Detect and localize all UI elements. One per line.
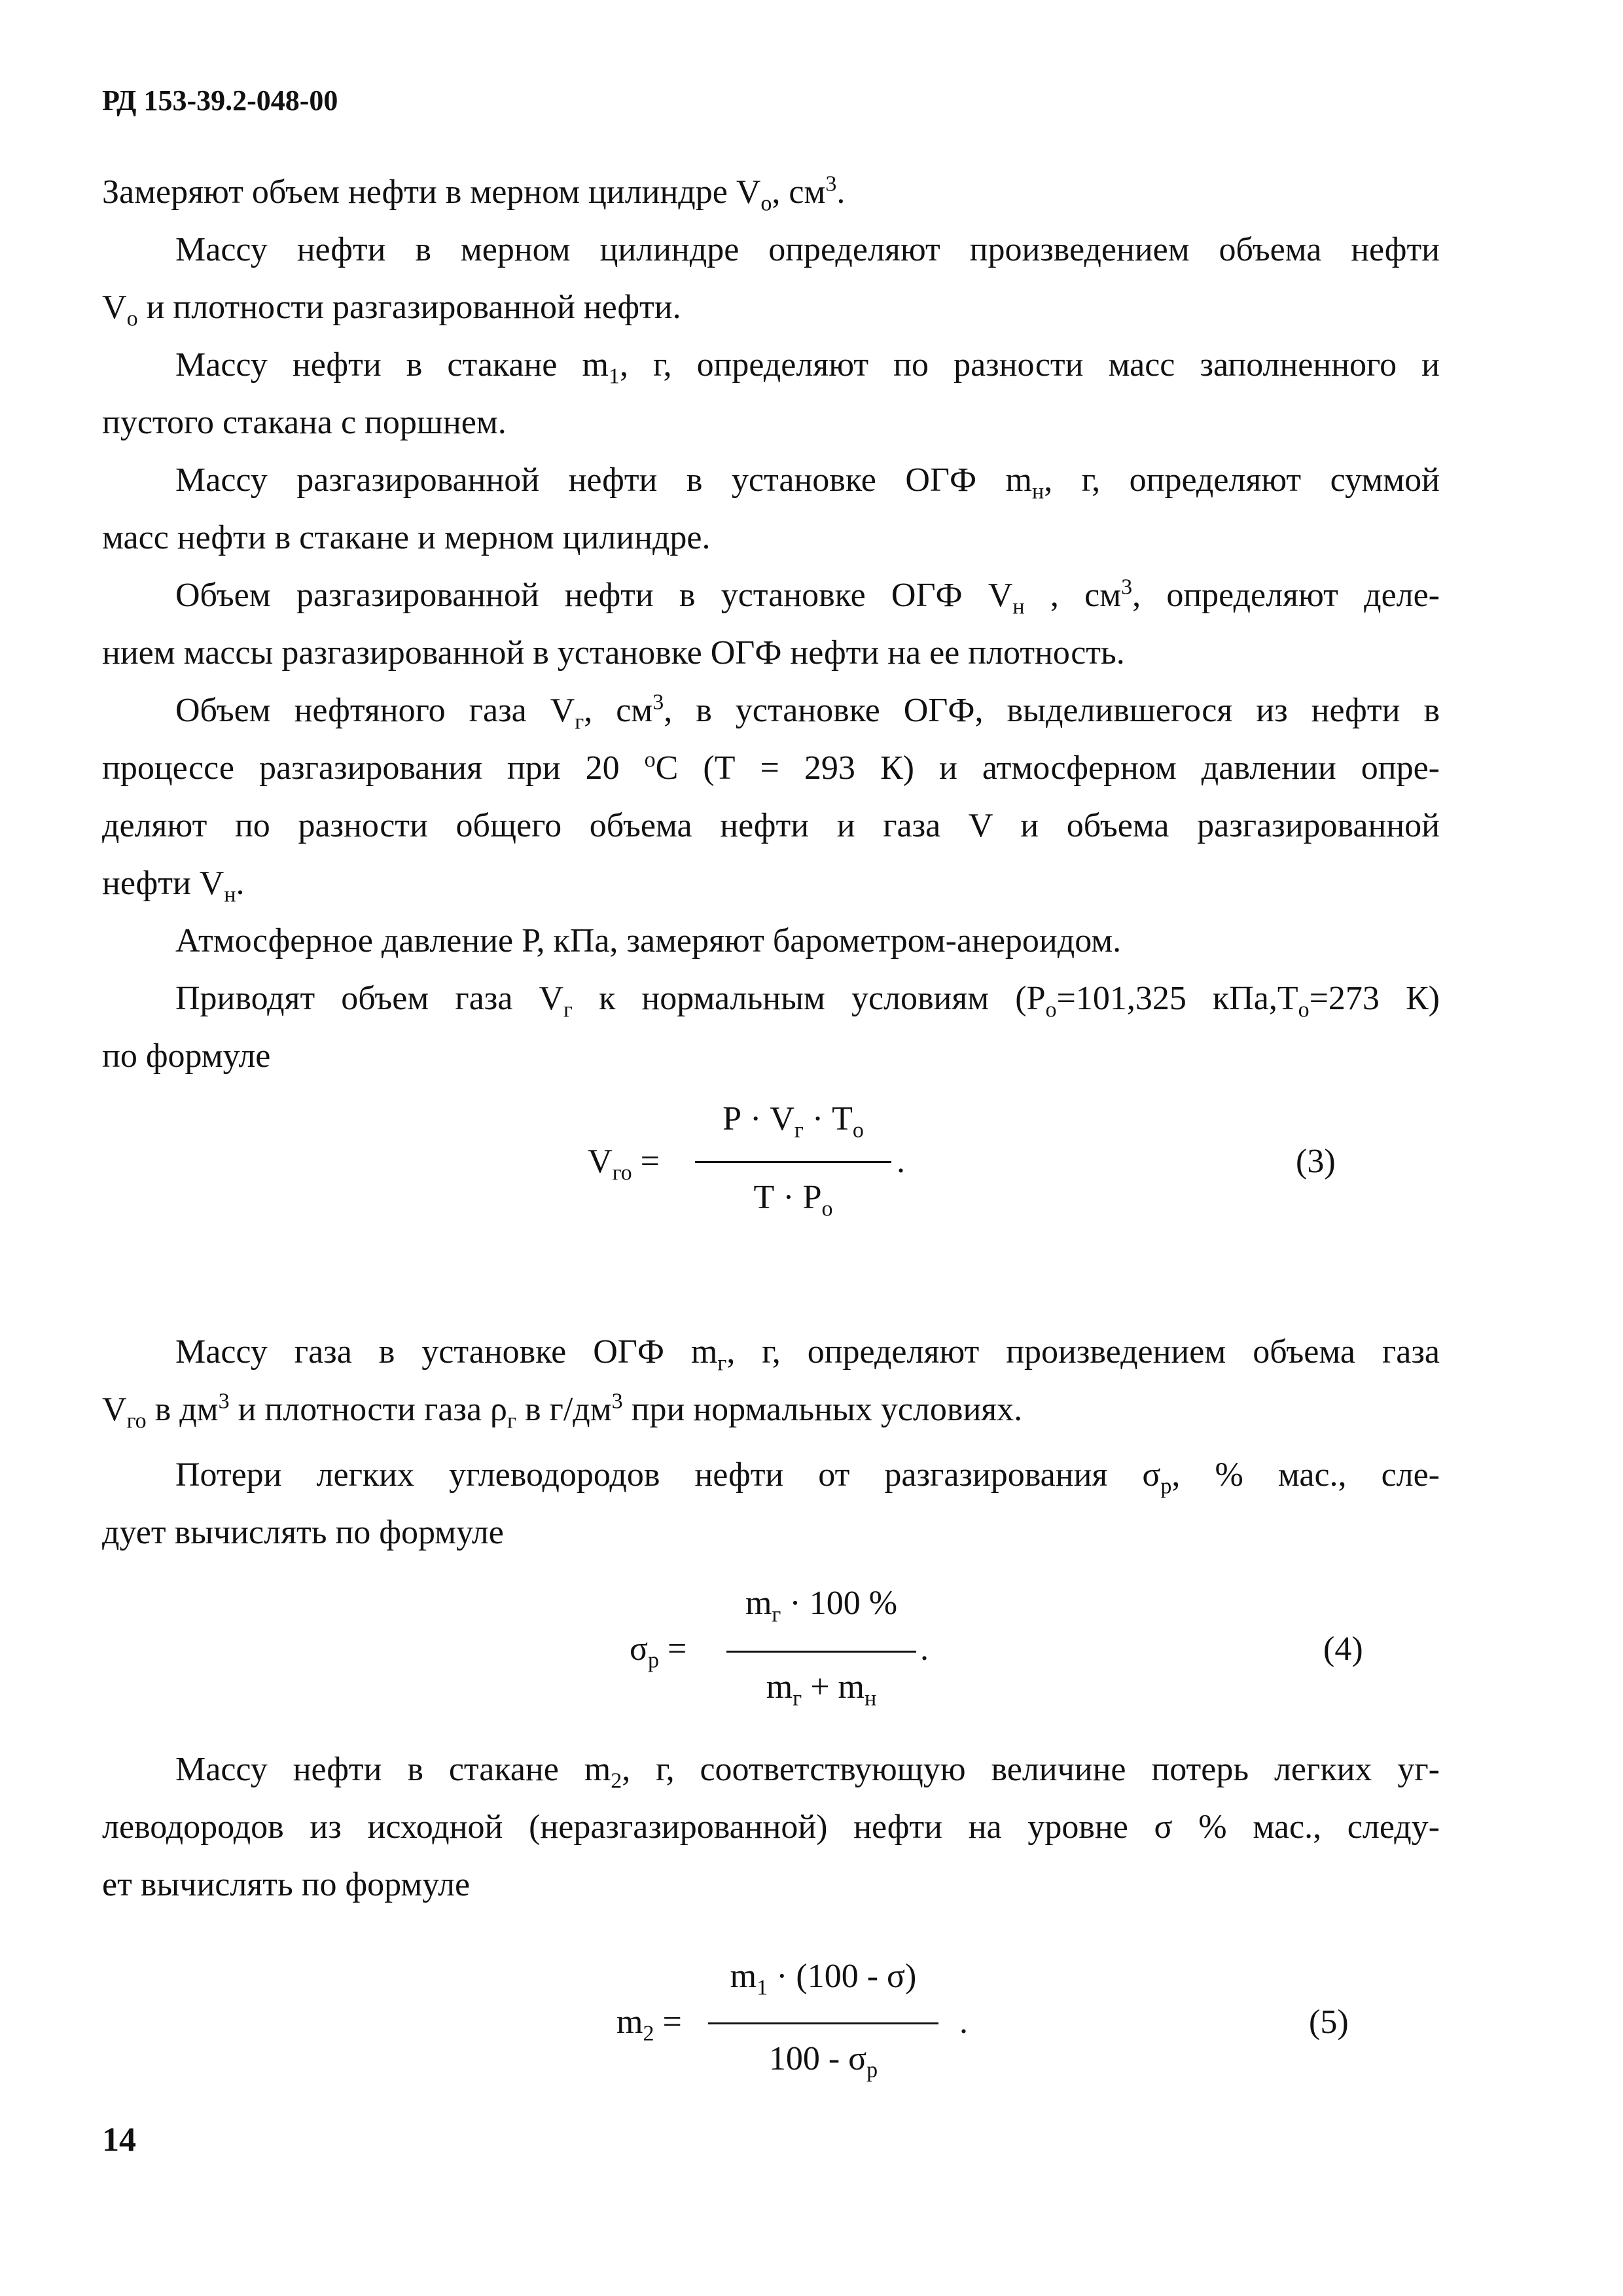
- formula-5-fraction-bar: [708, 2022, 938, 2024]
- paragraph-11: Массу нефти в стакане $m_2$, г, соответствующую величине потерь легких уг- леводородов из исходной (неразгазированной) нефти на уровне σ % мас., следу- ет вычислять по формуле: [102, 1751, 1440, 1903]
- formula-5-lhs: $m_2$ =: [616, 2003, 682, 2046]
- formula-3-numerator: $Р \cdot V_г \cdot Т_о$: [722, 1100, 864, 1143]
- paragraph-8: Приводят объем газа $V_г$ к нормальным условиям ($Р_о=101,325$ $кПа,Т_о=273$ К) по формуле: [102, 980, 1440, 1075]
- formula-4-denominator: $m_г + m_н$: [766, 1668, 877, 1711]
- paragraph-4: Массу разгазированной нефти в установке ОГФ $m_н$, г, определяют суммой масс нефти в стакане и мерном цилиндре.: [102, 461, 1440, 556]
- formula-3-fraction: [695, 1100, 891, 1224]
- paragraph-6: Объем нефтяного газа $V_г$, $см^3$, в установке ОГФ, выделившегося из нефти в процессе разгазирования при 20 $^о$С (Т = 293 К) и атмосферном давлении опре- деляют по разности общего объема нефти и газа V и объема разгазированной нефти $V_н$.: [102, 690, 1440, 907]
- formula-3-number: (3): [1296, 1143, 1336, 1180]
- formula-5-denominator: $100 - \sigma_р$: [768, 2040, 878, 2083]
- paragraph-3: Массу нефти в стакане $m_1$, г, определяют по разности масс заполненного и пустого стакана с поршнем.: [102, 346, 1440, 441]
- paragraph-10: Потери легких углеводородов нефти от разгазирования $\sigma_р$, % мас., сле- дует вычислять по формуле: [102, 1456, 1440, 1551]
- formula-4-dot: .: [920, 1630, 929, 1668]
- paragraph-1: Замеряют объем нефти в мерном цилиндре $V_о$, $см^3$.: [102, 171, 846, 216]
- formula-3-lhs: $V_{го}$ =: [588, 1143, 660, 1185]
- formula-4-numerator: $m_г \cdot 100$ %: [745, 1585, 898, 1627]
- paragraph-7: Атмосферное давление Р, кПа, замеряют барометром-анероидом.: [175, 922, 1122, 960]
- paragraph-9: Массу газа в установке ОГФ $m_г$, г, определяют произведением объема газа $V_{го}$ в $дм^3$ и плотности газа $\rho_г$ в $г/дм^3$ при нормальных условиях.: [102, 1333, 1440, 1433]
- document-code: РД 153-39.2-048-00: [102, 84, 338, 117]
- paragraph-5: Объем разгазированной нефти в установке ОГФ $V_н$ , $см^3$, определяют деле- нием массы разгазированной в установке ОГФ нефти на ее плотность.: [102, 575, 1440, 672]
- formula-5-dot: .: [959, 2003, 968, 2041]
- formula-4-number: (4): [1323, 1630, 1363, 1668]
- formula-4-fraction: [726, 1584, 916, 1715]
- formula-3-dot: .: [897, 1143, 905, 1180]
- formula-3-fraction-bar: [695, 1161, 891, 1163]
- formula-5-numerator: $m_1 \cdot (100 - \sigma)$: [730, 1958, 917, 2000]
- page-number: 14: [102, 2121, 136, 2159]
- formula-5-fraction: [708, 1957, 938, 2088]
- formula-5-number: (5): [1309, 2003, 1349, 2041]
- formula-3-denominator: $Т \cdot Р_о$: [753, 1179, 833, 1221]
- formula-4-fraction-bar: [726, 1651, 916, 1653]
- paragraph-2: Массу нефти в мерном цилиндре определяют произведением объема нефти $V_о$ и плотности разгазированной нефти.: [102, 231, 1440, 331]
- formula-4-lhs: $\sigma_р$ =: [630, 1630, 687, 1673]
